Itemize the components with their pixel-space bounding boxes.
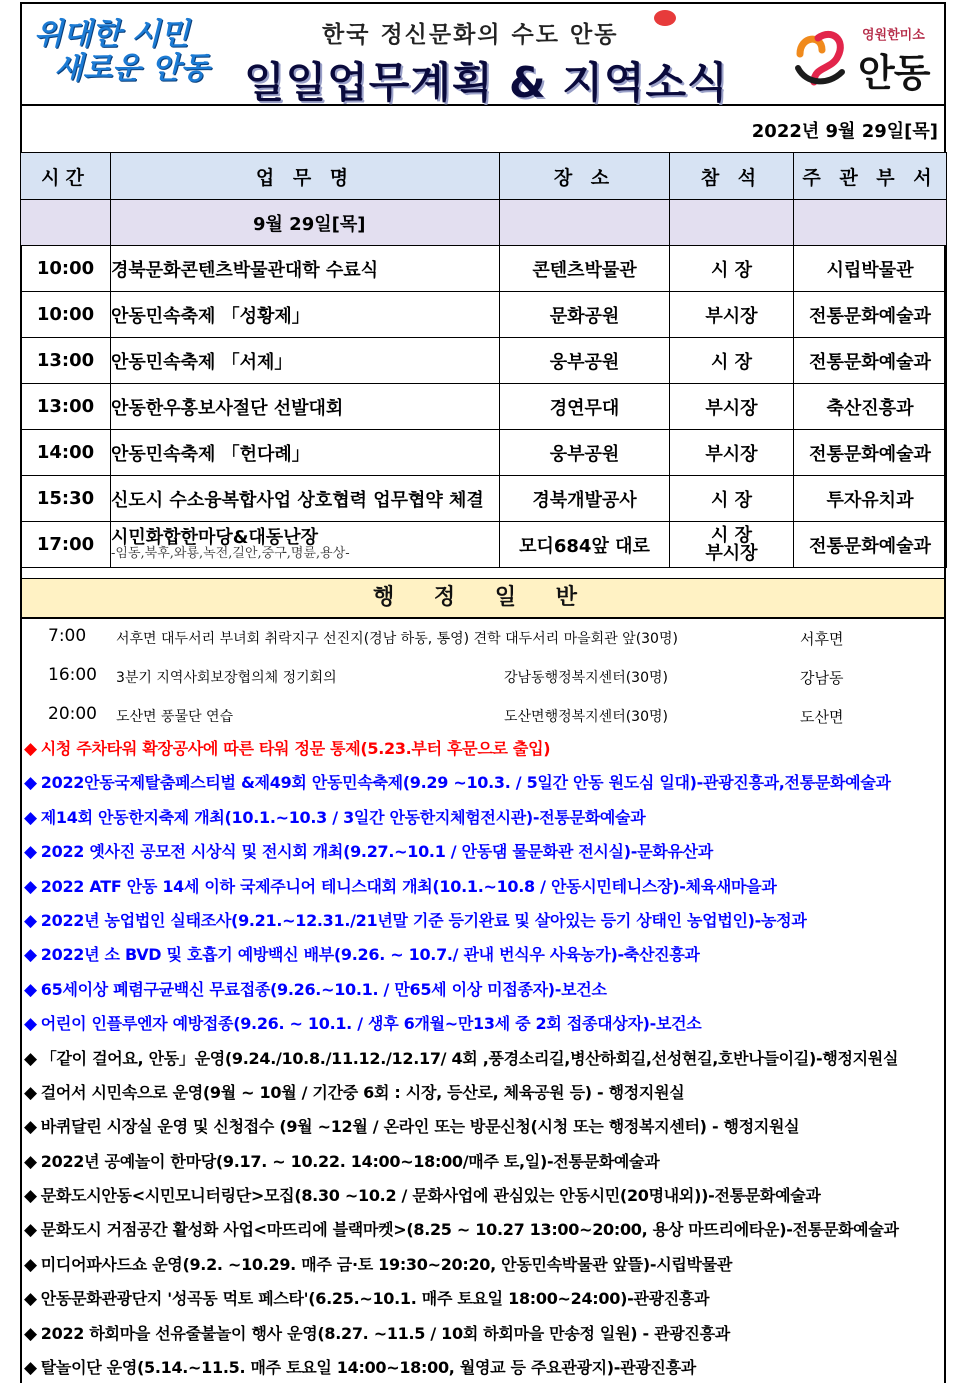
seal-icon bbox=[654, 10, 676, 26]
diamond-bullet-icon: ◆ bbox=[24, 1323, 37, 1344]
notice-item bbox=[24, 1282, 944, 1316]
diamond-bullet-icon: ◆ bbox=[24, 1082, 37, 1103]
notice-item bbox=[24, 938, 944, 972]
notice-text: 문화도시 거점공간 활성화 사업<마뜨리에 블랙마켓>(8.25 ~ 10.27 13:00~20:00, 용상 마뜨리에타운)-전통문화예술과 bbox=[40, 1220, 899, 1240]
slogan-line-2: 새로운 안동 bbox=[54, 51, 210, 86]
table-row bbox=[21, 338, 947, 384]
notice-text: 바퀴달린 시장실 운영 및 신청접수 (9월 ~12월 / 온라인 또는 방문신청(시청 또는 행정복지센터) - 행정지원실 bbox=[40, 1117, 800, 1137]
row-time: 10:00 bbox=[21, 246, 111, 292]
notice-text: 안동문화관광단지 '성곡동 먹토 페스타'(6.25.~10.1. 매주 토요일 18:00~24:00)-관광진흥과 bbox=[40, 1289, 710, 1309]
row-place: 경북개발공사 bbox=[500, 476, 670, 522]
notice-item bbox=[24, 904, 944, 938]
diamond-bullet-icon: ◆ bbox=[24, 979, 37, 1000]
col-header-task: 업 무 명 bbox=[111, 153, 500, 200]
andong-logo-icon bbox=[792, 24, 850, 90]
notice-text: 2022 옛사진 공모전 시상식 및 전시회 개최(9.27.~10.1 / 안동댐 물문화관 전시실)-문화유산과 bbox=[40, 842, 713, 862]
table-row bbox=[21, 430, 947, 476]
logo-name: 안동 bbox=[858, 51, 930, 95]
row-place: 경연무대 bbox=[500, 384, 670, 430]
admin-time: 20:00 bbox=[48, 704, 97, 724]
slogan bbox=[34, 18, 234, 86]
row-task bbox=[111, 522, 500, 568]
notice-item bbox=[24, 1076, 944, 1110]
row-time: 13:00 bbox=[21, 384, 111, 430]
row-time: 15:30 bbox=[21, 476, 111, 522]
row-place: 콘텐츠박물관 bbox=[500, 246, 670, 292]
row-attend: 시 장 bbox=[670, 246, 794, 292]
row-attend-2: 부시장 bbox=[705, 542, 758, 564]
admin-name: 서후면 대두서리 부녀회 취락지구 선진지(경남 하동, 통영) 견학 대두서리 마을회관 앞(30명) bbox=[116, 631, 678, 647]
notice-item bbox=[24, 835, 944, 869]
notice-text: 2022년 농업법인 실태조사(9.21.~12.31./21년말 기준 등기완료 및 살아있는 등기 상태인 농업법인)-농정과 bbox=[40, 910, 807, 930]
row-dept: 전통문화예술과 bbox=[794, 292, 947, 338]
row-attend: 부시장 bbox=[670, 430, 794, 476]
admin-dept: 도산면 bbox=[800, 708, 844, 726]
diamond-bullet-icon: ◆ bbox=[24, 945, 37, 966]
notice-text: 65세이상 폐렴구균백신 무료접종(9.26.~10.1. / 만65세 이상 미접종자)-보건소 bbox=[40, 979, 607, 999]
diamond-bullet-icon: ◆ bbox=[24, 1254, 37, 1275]
row-task: 안동민속축제 「서제」 bbox=[111, 338, 500, 384]
notice-item bbox=[24, 1145, 944, 1179]
day-label-text: 9월 29일[목] bbox=[253, 213, 366, 235]
diamond-bullet-icon: ◆ bbox=[24, 1048, 37, 1069]
col-header-place: 장 소 bbox=[500, 153, 670, 200]
row-task: 안동민속축제 「성황제」 bbox=[111, 292, 500, 338]
diamond-bullet-icon: ◆ bbox=[24, 842, 37, 863]
diamond-bullet-icon: ◆ bbox=[24, 1186, 37, 1207]
day-cell-empty bbox=[500, 200, 670, 246]
admin-place: 도산면행정복지센터(30명) bbox=[504, 709, 668, 725]
notice-item bbox=[24, 1042, 944, 1076]
row-task: 신도시 수소융복합사업 상호협력 업무협약 체결 bbox=[111, 476, 500, 522]
notice-item bbox=[24, 1248, 944, 1282]
admin-dept: 서후면 bbox=[800, 630, 844, 648]
notice-item bbox=[24, 1007, 944, 1041]
city-logo bbox=[792, 18, 942, 94]
header-subtitle: 한국 정신문화의 수도 안동 bbox=[322, 22, 619, 48]
document-page bbox=[20, 2, 946, 1383]
notice-item bbox=[24, 1317, 944, 1351]
day-cell-empty bbox=[794, 200, 947, 246]
admin-time: 7:00 bbox=[48, 626, 87, 646]
row-task: 안동한우홍보사절단 선발대회 bbox=[111, 384, 500, 430]
row-task: 안동민속축제 「헌다례」 bbox=[111, 430, 500, 476]
notice-item bbox=[24, 1179, 944, 1213]
schedule-table bbox=[20, 152, 947, 568]
notice-text: 「같이 걸어요, 안동」운영(9.24./10.8./11.12./12.17/ 4회 ,풍경소리길,병산하회길,선성현길,호반나들이길)-행정지원실 bbox=[40, 1048, 899, 1068]
notice-text: 미디어파사드쇼 운영(9.2. ~10.29. 매주 금·토 19:30~20:20, 안동민속박물관 앞뜰)-시립박물관 bbox=[40, 1254, 732, 1274]
page-title: 일일업무계획 & 지역소식 bbox=[244, 58, 729, 107]
admin-name: 3분기 지역사회보장협의체 정기회의 bbox=[116, 670, 337, 686]
row-place: 웅부공원 bbox=[500, 430, 670, 476]
row-dept: 시립박물관 bbox=[794, 246, 947, 292]
table-row bbox=[21, 522, 947, 568]
col-header-dept: 주 관 부 서 bbox=[794, 153, 947, 200]
row-attend-1: 시 장 bbox=[710, 524, 753, 546]
notice-list bbox=[24, 732, 944, 1385]
day-label bbox=[111, 200, 500, 246]
notice-item bbox=[24, 1213, 944, 1247]
diamond-bullet-icon: ◆ bbox=[24, 1117, 37, 1138]
notice-text: 2022안동국제탈춤페스티벌 &제49회 안동민속축제(9.29 ~10.3. / 5일간 안동 원도심 일대)-관광진흥과,전통문화예술과 bbox=[40, 773, 891, 793]
logo-subtitle: 영원한미소 bbox=[862, 28, 925, 43]
row-place: 문화공원 bbox=[500, 292, 670, 338]
notice-text: 탈놀이단 운영(5.14.~11.5. 매주 토요일 14:00~18:00, 월영교 등 주요관광지)-관광진흥과 bbox=[40, 1358, 696, 1378]
notice-text: 2022년 공예놀이 한마당(9.17. ~ 10.22. 14:00~18:00/매주 토,일)-전통문화예술과 bbox=[40, 1151, 660, 1171]
diamond-bullet-icon: ◆ bbox=[24, 773, 37, 794]
table-header-row bbox=[21, 153, 947, 200]
admin-item bbox=[22, 618, 944, 654]
admin-time: 16:00 bbox=[48, 665, 97, 685]
admin-name: 도산면 풍물단 연습 bbox=[116, 709, 234, 725]
diamond-bullet-icon: ◆ bbox=[24, 807, 37, 828]
notice-item bbox=[24, 766, 944, 800]
notice-item bbox=[24, 801, 944, 835]
diamond-bullet-icon: ◆ bbox=[24, 910, 37, 931]
notice-item bbox=[24, 973, 944, 1007]
notice-item bbox=[24, 1110, 944, 1144]
row-attend: 시 장 bbox=[670, 476, 794, 522]
notice-item bbox=[24, 732, 944, 766]
col-header-attend: 참 석 bbox=[670, 153, 794, 200]
notice-text: 걸어서 시민속으로 운영(9월 ~ 10월 / 기간중 6회 : 시장, 등산로, 체육공원 등) - 행정지원실 bbox=[40, 1082, 685, 1102]
notice-text: 어린이 인플루엔자 예방접종(9.26. ~ 10.1. / 생후 6개월~만13세 중 2회 접종대상자)-보건소 bbox=[40, 1014, 702, 1034]
table-row bbox=[21, 292, 947, 338]
notice-text: 시청 주차타워 확장공사에 따른 타워 정문 통제(5.23.부터 후문으로 출입) bbox=[40, 739, 551, 758]
table-row bbox=[21, 246, 947, 292]
col-header-time: 시간 bbox=[21, 153, 111, 200]
row-place: 모디684앞 대로 bbox=[500, 522, 670, 568]
admin-section-title: 행 정 일 반 bbox=[22, 578, 944, 619]
admin-place: 강남동행정복지센터(30명) bbox=[504, 670, 668, 686]
report-date: 2022년 9월 29일[목] bbox=[751, 121, 938, 142]
row-dept: 전통문화예술과 bbox=[794, 338, 947, 384]
table-row bbox=[21, 476, 947, 522]
row-dept: 투자유치과 bbox=[794, 476, 947, 522]
day-cell-empty bbox=[670, 200, 794, 246]
row-dept: 축산진흥과 bbox=[794, 384, 947, 430]
notice-item bbox=[24, 870, 944, 904]
row-task-sub: -임동,북후,와룡,녹전,길안,중구,명륜,용상- bbox=[111, 545, 350, 561]
diamond-bullet-icon: ◆ bbox=[24, 1289, 37, 1310]
diamond-bullet-icon: ◆ bbox=[24, 739, 37, 759]
notice-text: 2022년 소 BVD 및 호흡기 예방백신 배부(9.26. ~ 10.7./ 관내 번식우 사육농가)-축산진흥과 bbox=[40, 945, 700, 965]
row-time: 14:00 bbox=[21, 430, 111, 476]
row-time: 13:00 bbox=[21, 338, 111, 384]
table-row bbox=[21, 384, 947, 430]
row-place: 웅부공원 bbox=[500, 338, 670, 384]
admin-item bbox=[22, 696, 944, 732]
row-attend: 부시장 bbox=[670, 292, 794, 338]
row-task-title: 시민화합한마당&대동난장 bbox=[111, 526, 318, 548]
admin-item bbox=[22, 657, 944, 693]
diamond-bullet-icon: ◆ bbox=[24, 1220, 37, 1241]
date-row bbox=[22, 106, 944, 154]
row-time: 17:00 bbox=[21, 522, 111, 568]
header bbox=[22, 4, 944, 106]
diamond-bullet-icon: ◆ bbox=[24, 1151, 37, 1172]
slogan-line-1: 위대한 시민 bbox=[34, 17, 190, 52]
row-dept: 전통문화예술과 bbox=[794, 430, 947, 476]
admin-dept: 강남동 bbox=[800, 669, 844, 687]
notice-item bbox=[24, 1351, 944, 1385]
notice-text: 2022 ATF 안동 14세 이하 국제주니어 테니스대회 개최(10.1.~10.8 / 안동시민테니스장)-체육새마을과 bbox=[40, 876, 777, 896]
row-attend: 시 장 bbox=[670, 338, 794, 384]
day-cell-empty bbox=[21, 200, 111, 246]
row-attend bbox=[670, 522, 794, 568]
row-attend: 부시장 bbox=[670, 384, 794, 430]
row-time: 10:00 bbox=[21, 292, 111, 338]
diamond-bullet-icon: ◆ bbox=[24, 1014, 37, 1035]
row-dept: 전통문화예술과 bbox=[794, 522, 947, 568]
diamond-bullet-icon: ◆ bbox=[24, 1358, 37, 1379]
notice-text: 제14회 안동한지축제 개최(10.1.~10.3 / 3일간 안동한지체험전시관)-전통문화예술과 bbox=[40, 807, 646, 827]
day-row bbox=[21, 200, 947, 246]
row-task: 경북문화콘텐츠박물관대학 수료식 bbox=[111, 246, 500, 292]
diamond-bullet-icon: ◆ bbox=[24, 876, 37, 897]
notice-text: 2022 하회마을 선유줄불놀이 행사 운영(8.27. ~11.5 / 10회 하회마을 만송정 일원) - 관광진흥과 bbox=[40, 1323, 730, 1343]
notice-text: 문화도시안동<시민모니터링단>모집(8.30 ~10.2 / 문화사업에 관심있는 안동시민(20명내외))-전통문화예술과 bbox=[40, 1186, 821, 1206]
